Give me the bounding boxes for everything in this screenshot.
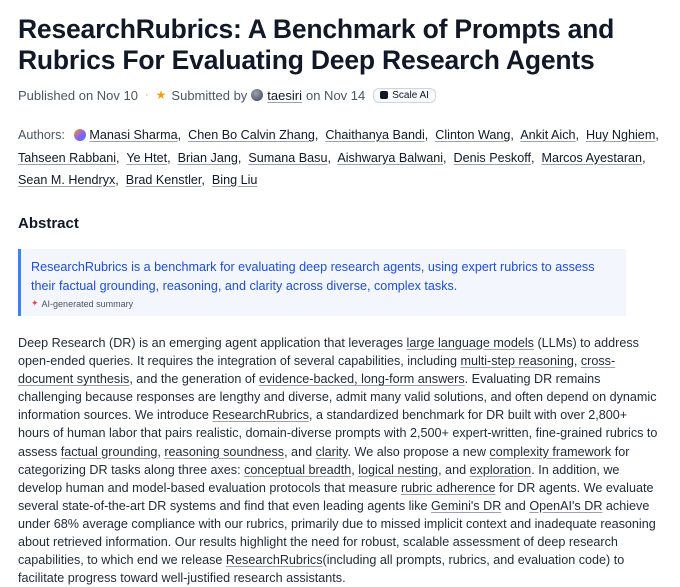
org-badge[interactable] xyxy=(373,88,436,103)
ai-summary-tag xyxy=(31,298,616,309)
author-link[interactable]: Denis Peskoff xyxy=(453,150,531,165)
author-link[interactable]: Sean M. Hendryx xyxy=(18,173,116,187)
author-link[interactable]: Clinton Wang xyxy=(435,128,511,142)
abstract-term-link[interactable]: Gemini's DR xyxy=(431,498,502,513)
abstract-text: (LLMs) to address open-ended queries. It requires the integration of several capabilities, including xyxy=(18,336,639,369)
abstract-term-link[interactable]: large language models xyxy=(406,336,534,350)
abstract-term-link[interactable]: reasoning soundness xyxy=(164,444,285,459)
org-logo-icon xyxy=(380,91,388,99)
abstract-text: , and the generation of xyxy=(129,372,259,387)
author-link[interactable]: Brian Jang xyxy=(177,150,238,165)
submitter-avatar xyxy=(251,89,263,101)
submitted-by-label: Submitted by xyxy=(171,87,248,103)
ai-summary-text: ResearchRubrics is a benchmark for evaluating deep research agents, using expert rubrics to assess their factual grounding, reasoning, and clarity across diverse, complex tasks. xyxy=(31,260,595,293)
author-link[interactable]: Chen Bo Calvin Zhang xyxy=(188,128,315,142)
author-link[interactable]: Brad Kenstler xyxy=(125,173,202,187)
abstract-term-link[interactable]: clarity xyxy=(315,444,348,459)
author-link[interactable]: Huy Nghiem xyxy=(586,128,656,142)
abstract-body xyxy=(18,334,662,587)
author-link[interactable]: Chaithanya Bandi xyxy=(325,128,425,142)
abstract-term-link[interactable]: logical nesting xyxy=(358,462,439,477)
abstract-text: (including all prompts, rubrics, and evaluation code) to facilitate progress toward well-justified research assistants. xyxy=(18,553,625,586)
abstract-term-link[interactable]: complexity framework xyxy=(489,444,612,459)
authors-list: Authors: Manasi Sharma, Chen Bo Calvin Zhang, Chaithanya Bandi, Clinton Wang, Ankit Aich, Huy Nghiem, Tahseen Rabbani, Ye Htet, Brian Jang, Sumana Basu, Aishwarya Balwani, Denis Peskoff, Marcos Ayestaran, Sean M. Hendryx, Brad Kenstler, Bing Liu xyxy=(18,128,663,187)
ai-summary-box xyxy=(18,249,626,316)
abstract-heading: Abstract xyxy=(18,215,79,232)
abstract-term-link[interactable]: factual grounding xyxy=(60,444,158,459)
author-link[interactable]: Marcos Ayestaran xyxy=(541,150,643,165)
author-link[interactable]: Manasi Sharma xyxy=(89,128,178,142)
abstract-text: for categorizing DR tasks along three axes: xyxy=(18,444,630,477)
author-link[interactable]: Ye Htet xyxy=(126,150,168,165)
author-link[interactable]: Sumana Basu xyxy=(248,150,328,165)
abstract-term-link[interactable]: exploration xyxy=(469,462,532,477)
abstract-text: , a standardized benchmark for DR built with over 2,800+ hours of human labor that pairs realistic, domain-diverse prompts with 2,500+ expert-written, fine-grained rubrics to assess xyxy=(18,408,658,459)
submitted-date: on Nov 14 xyxy=(305,87,366,103)
abstract-term-link[interactable]: multi-step reasoning xyxy=(460,354,574,369)
abstract-term-link[interactable]: cross-document synthesis xyxy=(18,354,616,387)
separator-dot: · xyxy=(144,89,149,101)
paper-meta xyxy=(18,85,436,105)
abstract-term-link[interactable]: ResearchRubrics xyxy=(212,408,309,423)
org-name: Scale AI xyxy=(392,89,429,101)
abstract-text: , xyxy=(573,354,581,369)
paper-title: ResearchRubrics: A Benchmark of Prompts and Rubrics For Evaluating Deep Research Agents xyxy=(18,14,615,75)
sparkle-icon: ✦ xyxy=(31,298,39,308)
author-avatar xyxy=(74,129,86,141)
abstract-text: Deep Research (DR) is an emerging agent application that leverages xyxy=(18,336,407,350)
abstract-term-link[interactable]: OpenAI's DR xyxy=(529,498,603,513)
abstract-text: achieve under 68% average compliance with our rubrics, primarily due to missed implicit context and inadequate reasoning about retrieved information. Our results highlight the need for robust, scalable assessment of deep research capabilities, to which end we release xyxy=(18,498,656,568)
submitter-link[interactable]: taesiri xyxy=(267,87,302,103)
star-icon: ★ xyxy=(155,88,167,102)
author-link[interactable]: Tahseen Rabbani xyxy=(18,150,117,165)
abstract-text: for DR agents. We evaluate several state-of-the-art DR systems and find that even leading agents like xyxy=(18,480,654,513)
author-link[interactable]: Bing Liu xyxy=(211,173,258,187)
abstract-text: and xyxy=(501,498,530,513)
abstract-term-link[interactable]: evidence-backed, long-form answers xyxy=(258,372,465,387)
abstract-text: , xyxy=(351,462,359,477)
abstract-text: , and xyxy=(284,444,316,459)
authors-label: Authors: xyxy=(18,128,65,142)
abstract-text: . Evaluating DR remains challenging because responses are lengthy and diverse, admit many valid solutions, and often depend on dynamic information sources. We introduce xyxy=(18,372,657,423)
abstract-text: . In addition, we develop human and model-based evaluation protocols that measure xyxy=(18,462,620,495)
author-link[interactable]: Ankit Aich xyxy=(520,128,576,142)
ai-summary-tag-label: AI-generated summary xyxy=(41,298,134,309)
abstract-text: , xyxy=(157,444,165,459)
abstract-text: . We also propose a new xyxy=(347,444,490,459)
published-date: Published on Nov 10 xyxy=(18,87,138,103)
author-link[interactable]: Aishwarya Balwani xyxy=(337,150,444,165)
abstract-term-link[interactable]: conceptual breadth xyxy=(244,462,352,477)
abstract-term-link[interactable]: rubric adherence xyxy=(400,480,496,495)
abstract-term-link[interactable]: ResearchRubrics xyxy=(225,553,323,568)
abstract-text: , and xyxy=(438,462,470,477)
